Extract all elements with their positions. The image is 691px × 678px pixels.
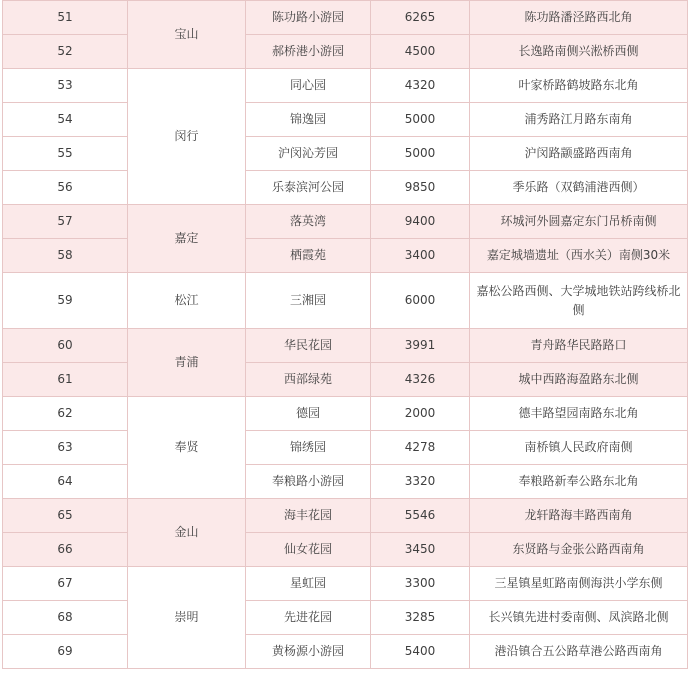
table-row — [3, 635, 688, 669]
row-number-cell: 56 — [3, 171, 128, 205]
location-cell: 季乐路（双鹤浦港西侧） — [470, 171, 688, 205]
area-cell: 9400 — [371, 205, 470, 239]
park-name-cell: 先进花园 — [246, 601, 371, 635]
area-cell: 5546 — [371, 499, 470, 533]
park-name-cell: 沪闵沁芳园 — [246, 137, 371, 171]
row-number-cell: 69 — [3, 635, 128, 669]
row-number-cell: 65 — [3, 499, 128, 533]
district-cell: 松江 — [128, 273, 246, 329]
row-number-cell: 68 — [3, 601, 128, 635]
row-number-cell: 64 — [3, 465, 128, 499]
location-cell: 环城河外圆嘉定东门吊桥南侧 — [470, 205, 688, 239]
area-cell: 9850 — [371, 171, 470, 205]
area-cell: 6265 — [371, 1, 470, 35]
row-number-cell: 52 — [3, 35, 128, 69]
table-row — [3, 205, 688, 239]
location-cell: 浦秀路江月路东南角 — [470, 103, 688, 137]
location-cell: 嘉松公路西侧、大学城地铁站跨线桥北侧 — [470, 273, 688, 329]
row-number-cell: 57 — [3, 205, 128, 239]
area-cell: 5400 — [371, 635, 470, 669]
row-number-cell: 67 — [3, 567, 128, 601]
parks-table-body — [3, 1, 688, 669]
table-row — [3, 171, 688, 205]
table-row — [3, 137, 688, 171]
park-name-cell: 乐泰滨河公园 — [246, 171, 371, 205]
park-name-cell: 落英湾 — [246, 205, 371, 239]
area-cell: 4278 — [371, 431, 470, 465]
park-name-cell: 奉粮路小游园 — [246, 465, 371, 499]
park-name-cell: 西部绿苑 — [246, 363, 371, 397]
area-cell: 3450 — [371, 533, 470, 567]
table-row — [3, 397, 688, 431]
area-cell: 3991 — [371, 329, 470, 363]
table-row — [3, 533, 688, 567]
park-name-cell: 德园 — [246, 397, 371, 431]
park-name-cell: 仙女花园 — [246, 533, 371, 567]
location-cell: 嘉定城墙遗址（西水关）南侧30米 — [470, 239, 688, 273]
park-name-cell: 锦逸园 — [246, 103, 371, 137]
table-row — [3, 499, 688, 533]
table-row — [3, 567, 688, 601]
row-number-cell: 60 — [3, 329, 128, 363]
row-number-cell: 66 — [3, 533, 128, 567]
district-cell: 宝山 — [128, 1, 246, 69]
table-row — [3, 363, 688, 397]
park-name-cell: 郝桥港小游园 — [246, 35, 371, 69]
table-row — [3, 465, 688, 499]
row-number-cell: 62 — [3, 397, 128, 431]
area-cell: 6000 — [371, 273, 470, 329]
row-number-cell: 51 — [3, 1, 128, 35]
parks-table — [2, 0, 688, 669]
table-row — [3, 431, 688, 465]
park-name-cell: 栖霞苑 — [246, 239, 371, 273]
table-row — [3, 239, 688, 273]
park-name-cell: 锦绣园 — [246, 431, 371, 465]
park-name-cell: 海丰花园 — [246, 499, 371, 533]
area-cell: 5000 — [371, 137, 470, 171]
table-row — [3, 601, 688, 635]
district-cell: 金山 — [128, 499, 246, 567]
park-name-cell: 陈功路小游园 — [246, 1, 371, 35]
area-cell: 4326 — [371, 363, 470, 397]
park-name-cell: 三湘园 — [246, 273, 371, 329]
location-cell: 龙轩路海丰路西南角 — [470, 499, 688, 533]
location-cell: 长逸路南侧兴淞桥西侧 — [470, 35, 688, 69]
row-number-cell: 58 — [3, 239, 128, 273]
location-cell: 德丰路望园南路东北角 — [470, 397, 688, 431]
location-cell: 城中西路海盈路东北侧 — [470, 363, 688, 397]
area-cell: 3320 — [371, 465, 470, 499]
location-cell: 长兴镇先进村委南侧、凤滨路北侧 — [470, 601, 688, 635]
park-name-cell: 同心园 — [246, 69, 371, 103]
area-cell: 5000 — [371, 103, 470, 137]
location-cell: 港沿镇合五公路草港公路西南角 — [470, 635, 688, 669]
district-cell: 崇明 — [128, 567, 246, 669]
location-cell: 奉粮路新奉公路东北角 — [470, 465, 688, 499]
park-name-cell: 星虹园 — [246, 567, 371, 601]
row-number-cell: 55 — [3, 137, 128, 171]
table-row — [3, 69, 688, 103]
table-row — [3, 1, 688, 35]
row-number-cell: 53 — [3, 69, 128, 103]
location-cell: 青舟路华民路路口 — [470, 329, 688, 363]
row-number-cell: 63 — [3, 431, 128, 465]
row-number-cell: 61 — [3, 363, 128, 397]
park-name-cell: 华民花园 — [246, 329, 371, 363]
area-cell: 3300 — [371, 567, 470, 601]
park-name-cell: 黄杨源小游园 — [246, 635, 371, 669]
area-cell: 2000 — [371, 397, 470, 431]
area-cell: 4500 — [371, 35, 470, 69]
location-cell: 沪闵路颛盛路西南角 — [470, 137, 688, 171]
area-cell: 4320 — [371, 69, 470, 103]
location-cell: 南桥镇人民政府南侧 — [470, 431, 688, 465]
area-cell: 3400 — [371, 239, 470, 273]
district-cell: 嘉定 — [128, 205, 246, 273]
district-cell: 青浦 — [128, 329, 246, 397]
location-cell: 东贤路与金张公路西南角 — [470, 533, 688, 567]
row-number-cell: 59 — [3, 273, 128, 329]
table-row — [3, 35, 688, 69]
district-cell: 闵行 — [128, 69, 246, 205]
table-row — [3, 273, 688, 329]
location-cell: 三星镇星虹路南侧海洪小学东侧 — [470, 567, 688, 601]
area-cell: 3285 — [371, 601, 470, 635]
table-row — [3, 103, 688, 137]
location-cell: 叶家桥路鹤坡路东北角 — [470, 69, 688, 103]
location-cell: 陈功路潘泾路西北角 — [470, 1, 688, 35]
district-cell: 奉贤 — [128, 397, 246, 499]
table-row — [3, 329, 688, 363]
row-number-cell: 54 — [3, 103, 128, 137]
